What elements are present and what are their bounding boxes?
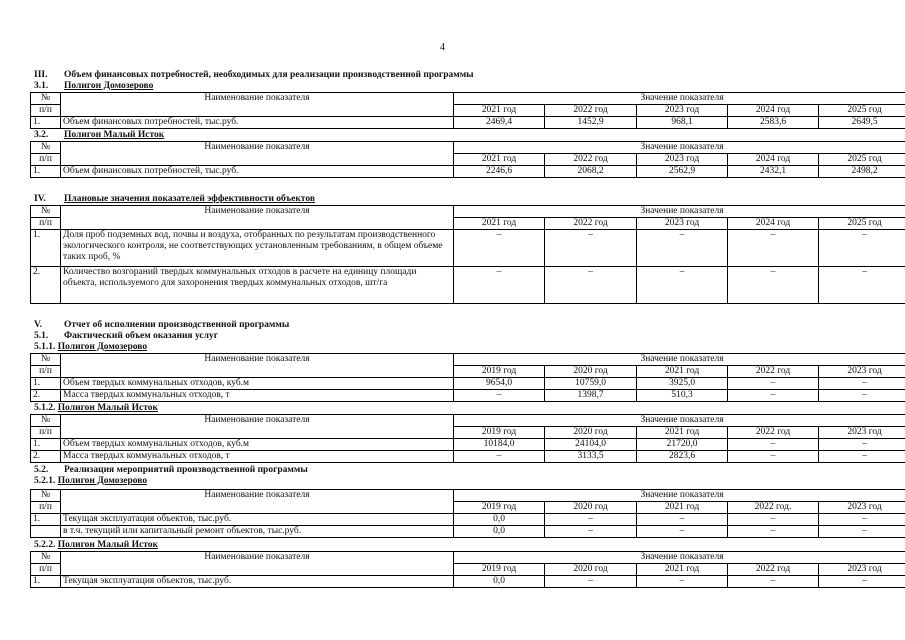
indicator-name: Объем твердых коммунальных отходов, куб.м: [61, 377, 454, 389]
indicator-value-header: Значение показателя: [454, 552, 905, 564]
subsection-number: 3.1.: [34, 81, 49, 91]
indicator-value: 2498,2: [819, 165, 905, 177]
table-row: [31, 575, 905, 587]
indicator-value: –: [819, 266, 905, 303]
table-row: [31, 525, 905, 537]
indicator-value: 0,0: [454, 525, 545, 537]
year-header: 2019 год: [454, 365, 545, 377]
year-header: 2022 год: [545, 153, 637, 165]
indicator-name: Объем твердых коммунальных отходов, куб.м: [61, 438, 454, 450]
indicator-value: –: [454, 229, 545, 266]
indicator-value: 968,1: [637, 116, 728, 128]
year-header: 2023 год: [819, 501, 905, 513]
indicator-value: –: [819, 377, 905, 389]
subsection-5-1-2-heading: [34, 403, 158, 414]
section-title: Объем финансовых потребностей, необходимых для реализации производственной программы: [64, 70, 474, 80]
year-header: 2023 год: [819, 563, 905, 575]
year-header: 2022 год: [728, 426, 819, 438]
row-number: 1.: [31, 575, 61, 587]
indicator-value: 2649,5: [819, 116, 905, 128]
indicator-value: –: [637, 525, 728, 537]
indicator-value: 2583,6: [728, 116, 819, 128]
year-header: 2020 год: [545, 365, 637, 377]
year-header: 2024 год: [728, 217, 819, 229]
year-header: 2020 год: [545, 501, 637, 513]
indicator-value: 2246,6: [454, 165, 545, 177]
table-5-1-2: [30, 414, 905, 463]
indicator-value: –: [819, 450, 905, 462]
indicator-name-header: Наименование показателя: [61, 93, 454, 117]
header-row: [31, 490, 905, 502]
year-header: 2025 год: [819, 153, 905, 165]
subsection-title: Полигон Домозерово: [57, 476, 148, 486]
indicator-value: –: [637, 575, 728, 587]
indicator-value-header: Значение показателя: [454, 142, 905, 154]
indicator-value: –: [545, 229, 637, 266]
row-number: 1.: [31, 229, 61, 266]
subsection-number: 5.2.: [34, 465, 49, 475]
subsection-3-2-heading: [34, 130, 164, 141]
indicator-value-header: Значение показателя: [454, 93, 905, 105]
row-number: 1.: [31, 116, 61, 128]
indicator-name-header: Наименование показателя: [61, 415, 454, 439]
year-header: 2025 год: [819, 104, 905, 116]
subsection-5-2-heading: [34, 465, 308, 476]
row-number: 1.: [31, 438, 61, 450]
year-header: 2023 год: [637, 217, 728, 229]
section-title: Плановые значения показателей эффективности объектов: [64, 194, 315, 204]
year-header: 2022 год: [728, 563, 819, 575]
indicator-name-header: Наименование показателя: [61, 552, 454, 576]
indicator-value: 2068,2: [545, 165, 637, 177]
subsection-5-2-1-heading: [34, 476, 147, 487]
subsection-title: Фактический объем оказания услуг: [64, 331, 219, 341]
year-header: 2025 год: [819, 217, 905, 229]
indicator-value: –: [454, 266, 545, 303]
section-number: IV.: [34, 194, 46, 204]
indicator-value: 2823,6: [637, 450, 728, 462]
indicator-value-header: Значение показателя: [454, 354, 905, 366]
indicator-name-header: Наименование показателя: [61, 206, 454, 230]
indicator-name-header: Наименование показателя: [61, 354, 454, 378]
year-header: 2022 год.: [728, 501, 819, 513]
subsection-number: 5.1.1.: [34, 342, 56, 352]
number-column-header: №: [31, 142, 61, 154]
subsection-title: Полигон Малый Исток: [57, 403, 159, 413]
number-column-subheader: п/п: [31, 426, 61, 438]
indicator-value: 21720,0: [637, 438, 728, 450]
indicator-name: Масса твердых коммунальных отходов, т: [61, 389, 454, 401]
indicator-value: –: [819, 229, 905, 266]
indicator-value: –: [637, 229, 728, 266]
number-column-subheader: п/п: [31, 501, 61, 513]
section-3-heading: [34, 70, 474, 81]
indicator-value: –: [728, 438, 819, 450]
indicator-value: 2432,1: [728, 165, 819, 177]
year-header: 2020 год: [545, 426, 637, 438]
indicator-value: –: [728, 450, 819, 462]
table-row: [31, 450, 905, 462]
subsection-5-1-1-heading: [34, 342, 147, 353]
indicator-value: 0,0: [454, 513, 545, 525]
subsection-number: 5.2.1.: [34, 476, 56, 486]
row-number: 1.: [31, 513, 61, 525]
indicator-value: –: [728, 266, 819, 303]
number-column-subheader: п/п: [31, 153, 61, 165]
indicator-value: –: [545, 266, 637, 303]
number-column-header: №: [31, 552, 61, 564]
year-header: 2023 год: [819, 426, 905, 438]
number-column-subheader: п/п: [31, 104, 61, 116]
indicator-value: 3925,0: [637, 377, 728, 389]
indicator-value: 2562,9: [637, 165, 728, 177]
subsection-title: Полигон Домозерово: [57, 342, 148, 352]
indicator-name-header: Наименование показателя: [61, 142, 454, 166]
section-number: III.: [34, 70, 48, 80]
header-row: [31, 206, 905, 218]
number-column-header: №: [31, 415, 61, 427]
number-column-subheader: п/п: [31, 217, 61, 229]
row-number: 2.: [31, 389, 61, 401]
year-header: 2023 год: [819, 365, 905, 377]
year-header: 2019 год: [454, 426, 545, 438]
indicator-value: 2469,4: [454, 116, 545, 128]
header-row: [31, 142, 905, 154]
indicator-value: –: [728, 229, 819, 266]
indicator-value: –: [637, 266, 728, 303]
indicator-name: Объем финансовых потребностей, тыс.руб.: [61, 116, 454, 128]
indicator-name: Количество возгораний твердых коммунальных отходов в расчете на единицу площади объекта, используемого для захоронения твердых коммунальных отходов, шт/га: [61, 266, 454, 303]
year-header: 2021 год: [637, 365, 728, 377]
indicator-value: 0,0: [454, 575, 545, 587]
indicator-value: 10759,0: [545, 377, 637, 389]
year-header: 2021 год: [637, 426, 728, 438]
table-3-2: [30, 141, 905, 178]
year-header: 2021 год: [454, 217, 545, 229]
row-number: [31, 525, 61, 537]
year-header: 2022 год: [545, 217, 637, 229]
table-row: [31, 513, 905, 525]
subsection-number: 5.1.2.: [34, 403, 56, 413]
indicator-value: 1452,9: [545, 116, 637, 128]
subsection-title: Полигон Домозерово: [64, 81, 154, 91]
year-header: 2020 год: [545, 563, 637, 575]
number-column-header: №: [31, 354, 61, 366]
indicator-name: Доля проб подземных вод, почвы и воздуха, отобранных по результатам производственного экологического контроля, не соответствующих установленным требованиям, в общем объеме таких проб, %: [61, 229, 454, 266]
page-number: 4: [440, 42, 445, 53]
header-row: [31, 354, 905, 366]
year-header: 2023 год: [637, 153, 728, 165]
section-5-heading: [34, 320, 289, 331]
row-number: 2.: [31, 266, 61, 303]
indicator-value: –: [454, 450, 545, 462]
indicator-value: 9654,0: [454, 377, 545, 389]
indicator-value: –: [819, 513, 905, 525]
section-number: V.: [34, 320, 43, 330]
section-title: Отчет об исполнении производственной программы: [64, 320, 290, 330]
indicator-value: –: [819, 575, 905, 587]
number-column-subheader: п/п: [31, 563, 61, 575]
table-row: [31, 266, 905, 303]
indicator-value: 510,3: [637, 389, 728, 401]
subsection-number: 5.1.: [34, 331, 49, 341]
indicator-value: –: [454, 389, 545, 401]
number-column-subheader: п/п: [31, 365, 61, 377]
subsection-title: Полигон Малый Исток: [64, 130, 165, 140]
year-header: 2022 год: [545, 104, 637, 116]
indicator-value: –: [728, 525, 819, 537]
year-header: 2024 год: [728, 104, 819, 116]
indicator-value-header: Значение показателя: [454, 206, 905, 218]
header-row: [31, 415, 905, 427]
indicator-name: Масса твердых коммунальных отходов, т: [61, 450, 454, 462]
subsection-3-1-heading: [34, 81, 153, 92]
indicator-value-header: Значение показателя: [454, 415, 905, 427]
indicator-name: Текущая эксплуатация объектов, тыс.руб.: [61, 575, 454, 587]
row-number: 1.: [31, 165, 61, 177]
indicator-value: 24104,0: [545, 438, 637, 450]
subsection-number: 3.2.: [34, 130, 49, 140]
subsection-number: 5.2.2.: [34, 540, 56, 550]
indicator-value: 1398,7: [545, 389, 637, 401]
table-4: [30, 205, 905, 304]
indicator-value: –: [728, 377, 819, 389]
indicator-value: 10184,0: [454, 438, 545, 450]
year-header: 2019 год: [454, 501, 545, 513]
indicator-value: –: [545, 525, 637, 537]
table-5-2-1: [30, 489, 905, 538]
indicator-value: –: [545, 513, 637, 525]
table-5-1-1: [30, 353, 905, 402]
row-number: 2.: [31, 450, 61, 462]
indicator-name: Текущая эксплуатация объектов, тыс.руб.: [61, 513, 454, 525]
indicator-value-header: Значение показателя: [454, 490, 905, 502]
indicator-value: –: [728, 513, 819, 525]
table-row: [31, 389, 905, 401]
year-header: 2022 год: [728, 365, 819, 377]
indicator-name-header: Наименование показателя: [61, 490, 454, 514]
subsection-title: Реализация мероприятий производственной программы: [64, 465, 308, 475]
year-header: 2024 год: [728, 153, 819, 165]
number-column-header: №: [31, 93, 61, 105]
header-row: [31, 552, 905, 564]
table-row: [31, 438, 905, 450]
subsection-title: Полигон Малый Исток: [57, 540, 159, 550]
indicator-value: –: [545, 575, 637, 587]
indicator-value: –: [728, 575, 819, 587]
header-row: [31, 93, 905, 105]
table-row: [31, 229, 905, 266]
indicator-value: –: [819, 438, 905, 450]
year-header: 2023 год: [637, 104, 728, 116]
year-header: 2021 год: [454, 153, 545, 165]
table-row: [31, 377, 905, 389]
table-3-1: [30, 92, 905, 129]
table-row: [31, 116, 905, 128]
section-4-heading: [34, 194, 315, 205]
indicator-value: 3133,5: [545, 450, 637, 462]
year-header: 2021 год: [637, 563, 728, 575]
indicator-value: –: [637, 513, 728, 525]
table-5-2-2: [30, 551, 905, 588]
indicator-value: –: [728, 389, 819, 401]
row-number: 1.: [31, 377, 61, 389]
number-column-header: №: [31, 490, 61, 502]
number-column-header: №: [31, 206, 61, 218]
indicator-name: Объем финансовых потребностей, тыс.руб.: [61, 165, 454, 177]
year-header: 2019 год: [454, 563, 545, 575]
subsection-5-2-2-heading: [34, 540, 158, 551]
indicator-value: –: [819, 525, 905, 537]
indicator-name: в т.ч. текущий или капитальный ремонт объектов, тыс.руб.: [61, 525, 454, 537]
year-header: 2021 год: [637, 501, 728, 513]
table-row: [31, 165, 905, 177]
indicator-value: –: [819, 389, 905, 401]
subsection-5-1-heading: [34, 331, 218, 342]
year-header: 2021 год: [454, 104, 545, 116]
